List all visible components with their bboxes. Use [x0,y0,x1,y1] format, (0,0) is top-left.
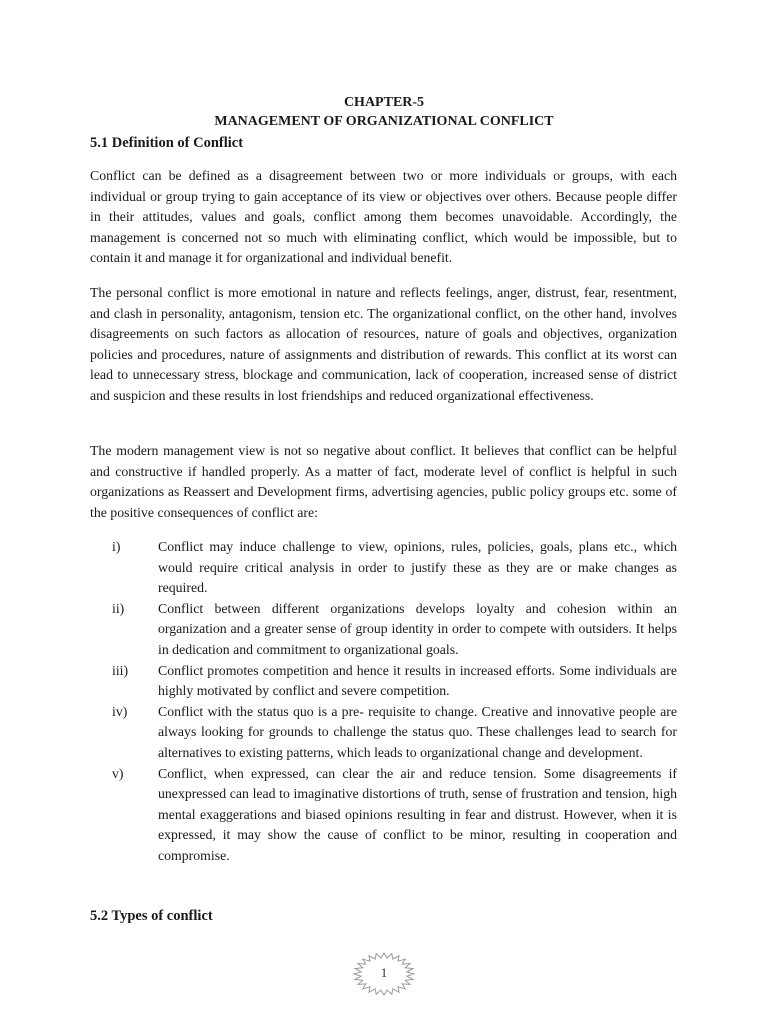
list-item-number: ii) [112,600,125,616]
list-item-number: i) [112,539,121,554]
paragraph-definition: Conflict can be defined as a disagreement between two or more individuals or groups, with each individual or group trying to gain acceptance of its view or objectives over others. Because people differ in their attitudes, values and goals, conflict among them becomes unavoidable. Accordingly, the management is concerned not so much with eliminating conflict, which would be impossible, but to contain it and manage it for organizational and individual benefit. [90,168,677,266]
list-item-text: Conflict, when expressed, can clear the air and reduce tension. Some disagreements if unexpressed can lead to imaginative distortions of truth, sense of frustration and tension, high mental exaggerations and biased opinions resulting in fear and distrust. However, when it is expressed, it may show the cause of conflict to be minor, resulting in cooperation and compromise. [158,765,677,863]
list-item [90,702,677,764]
list-item [90,661,677,702]
paragraph-personal-conflict: The personal conflict is more emotional in nature and reflects feelings, anger, distrust, fear, resentment, and clash in personality, antagonism, tension etc. The organizational conflict, on the other hand, involves disagreements on such factors as allocation of resources, nature of goals and objectives, organization policies and procedures, nature of assignments and distribution of rewards. This conflict at its worst can lead to unnecessary stress, blockage and communication, lack of cooperation, increased sense of district and suspicion and these results in lost friendships and reduced organizational effectiveness. [90,285,677,403]
section-heading-types: 5.2 Types of conflict [90,908,213,924]
page-number: 1 [380,965,388,980]
paragraph-modern-view: The modern management view is not so negative about conflict. It believes that conflict can be helpful and constructive if handled properly. As a matter of fact, moderate level of conflict is helpful in such organizations as Reassert and Development firms, advertising agencies, public policy groups etc. some of the positive consequences of conflict are: [90,443,677,520]
list-item-text: Conflict with the status quo is a pre- requisite to change. Creative and innovative people are always looking for grounds to challenge the status quo. These challenges lead to search for alternatives to existing patterns, which leads to organizational change and development. [158,703,677,760]
page-number-badge [352,952,416,996]
list-item-number: iii) [112,662,129,678]
list-item-number: v) [112,765,124,781]
list-item-number: iv) [112,703,128,719]
section-heading-definition: 5.1 Definition of Conflict [90,135,244,151]
list-item-text: Conflict between different organizations develops loyalty and cohesion within an organization and a greater sense of group identity in order to compete with outsiders. It helps in dedication and commitment to organizational goals. [158,600,677,657]
list-item-text: Conflict promotes competition and hence it results in increased efforts. Some individuals are highly motivated by conflict and severe competition. [158,662,677,699]
list-item-text: Conflict may induce challenge to view, opinions, rules, policies, goals, plans etc., which would require critical analysis in order to justify these as they are or make changes as required. [158,539,677,596]
consequences-list [90,537,677,867]
list-item [90,764,677,867]
list-item [90,537,677,599]
chapter-label: CHAPTER-5 [343,95,425,110]
list-item [90,599,677,661]
chapter-title: MANAGEMENT OF ORGANIZATIONAL CONFLICT [214,114,554,129]
